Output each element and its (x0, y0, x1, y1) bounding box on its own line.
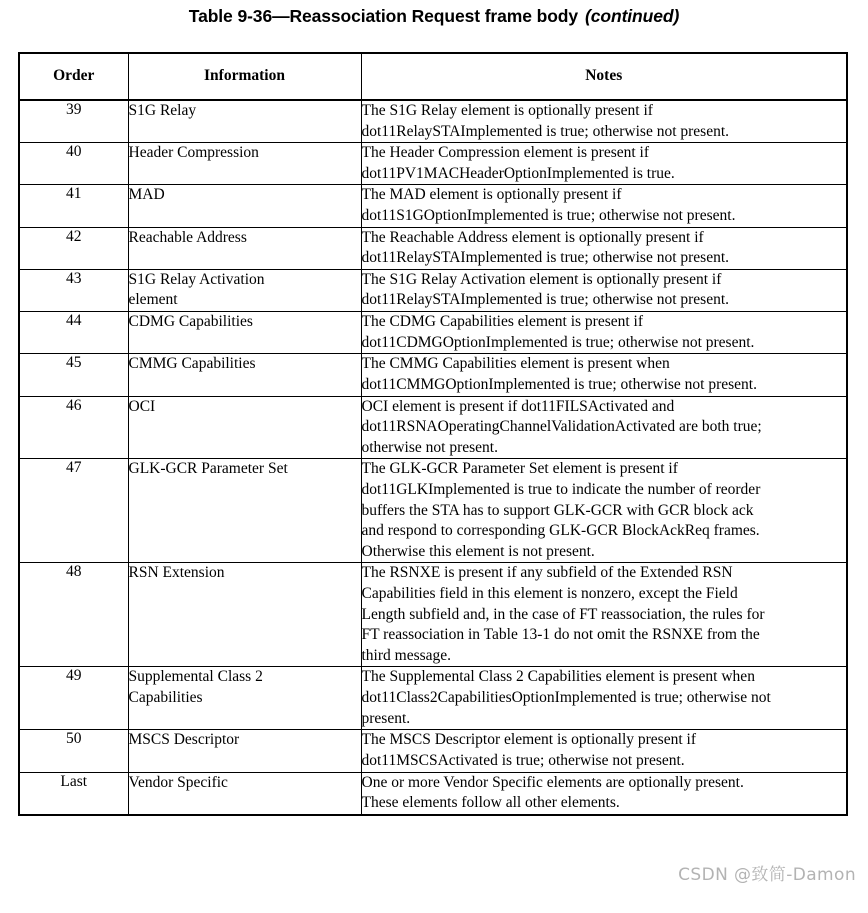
table-body (19, 100, 847, 815)
cell-order: 42 (19, 227, 128, 269)
note-line: dot11RelaySTAImplemented is true; otherwise not present. (361, 291, 730, 309)
note-line: dot11Class2CapabilitiesOptionImplemented is true; otherwise not (361, 689, 771, 707)
reassociation-request-frame-body-table (18, 52, 848, 816)
note-line: dot11CDMGOptionImplemented is true; otherwise not present. (361, 333, 755, 351)
cell-information (128, 563, 361, 667)
note-line: The S1G Relay element is optionally present if (361, 102, 653, 119)
cell-information (128, 185, 361, 227)
note-line: The Header Compression element is present if (361, 144, 650, 162)
information-line: OCI (128, 397, 156, 415)
cell-order: 43 (19, 269, 128, 311)
column-header-order: Order (19, 53, 128, 100)
cell-information (128, 143, 361, 185)
note-line: dot11RelaySTAImplemented is true; otherwise not present. (361, 122, 730, 140)
cell-information (128, 312, 361, 354)
note-line: otherwise not present. (361, 438, 498, 456)
information-line: CDMG Capabilities (128, 313, 253, 331)
table-row (19, 143, 847, 185)
table-row (19, 730, 847, 772)
cell-notes (361, 730, 847, 772)
information-line: Supplemental Class 2 (128, 668, 263, 686)
table-row (19, 100, 847, 143)
cell-order: 49 (19, 667, 128, 730)
cell-notes (361, 227, 847, 269)
cell-notes (361, 269, 847, 311)
note-line: buffers the STA has to support GLK-GCR with GCR block ack (361, 501, 754, 519)
cell-notes (361, 143, 847, 185)
note-line: The GLK-GCR Parameter Set element is present if (361, 460, 678, 478)
cell-information (128, 772, 361, 815)
table-caption-main: Table 9-36—Reassociation Request frame body (188, 6, 579, 26)
cell-order: 46 (19, 396, 128, 459)
cell-information (128, 100, 361, 143)
cell-notes (361, 354, 847, 396)
table-row (19, 312, 847, 354)
note-line: Otherwise this element is not present. (361, 542, 595, 560)
cell-information (128, 667, 361, 730)
note-line: One or more Vendor Specific elements are optionally present. (361, 773, 744, 791)
note-line: dot11GLKImplemented is true to indicate the number of reorder (361, 480, 761, 498)
table-row (19, 354, 847, 396)
table-row (19, 563, 847, 667)
note-line: The MSCS Descriptor element is optionally present if (361, 731, 696, 749)
cell-order: 44 (19, 312, 128, 354)
table-container (18, 52, 846, 816)
note-line: These elements follow all other elements. (361, 794, 620, 812)
cell-order: 40 (19, 143, 128, 185)
cell-notes (361, 772, 847, 815)
cell-order: Last (19, 772, 128, 815)
cell-order: 41 (19, 185, 128, 227)
note-line: The Supplemental Class 2 Capabilities element is present when (361, 668, 755, 686)
cell-order: 45 (19, 354, 128, 396)
information-line: Header Compression (128, 144, 259, 162)
information-line: element (128, 291, 178, 309)
note-line: dot11MSCSActivated is true; otherwise not present. (361, 751, 685, 769)
information-line: Capabilities (128, 689, 203, 707)
information-line: GLK-GCR Parameter Set (128, 460, 288, 478)
information-line: S1G Relay (128, 102, 197, 119)
note-line: OCI element is present if dot11FILSActivated and (361, 397, 675, 415)
note-line: present. (361, 709, 411, 727)
information-line: CMMG Capabilities (128, 355, 256, 373)
cell-notes (361, 563, 847, 667)
information-line: S1G Relay Activation (128, 270, 265, 288)
column-header-information: Information (128, 53, 361, 100)
cell-information (128, 730, 361, 772)
note-line: third message. (361, 646, 452, 664)
cell-order: 47 (19, 459, 128, 563)
note-line: FT reassociation in Table 13-1 do not omit the RSNXE from the (361, 626, 760, 644)
cell-notes (361, 100, 847, 143)
table-header (19, 53, 847, 100)
cell-information (128, 459, 361, 563)
information-line: MAD (128, 186, 165, 204)
cell-notes (361, 667, 847, 730)
table-row (19, 185, 847, 227)
table-caption-continued: (continued) (585, 6, 680, 26)
note-line: and respond to corresponding GLK-GCR BlockAckReq frames. (361, 522, 760, 540)
cell-information (128, 269, 361, 311)
cell-notes (361, 312, 847, 354)
note-line: The RSNXE is present if any subfield of the Extended RSN (361, 564, 733, 582)
note-line: The Reachable Address element is optionally present if (361, 228, 704, 246)
note-line: Capabilities field in this element is nonzero, except the Field (361, 585, 738, 603)
note-line: The CMMG Capabilities element is present when (361, 355, 670, 373)
table-row (19, 269, 847, 311)
cell-order: 48 (19, 563, 128, 667)
information-line: Reachable Address (128, 228, 247, 246)
note-line: The S1G Relay Activation element is optionally present if (361, 270, 722, 288)
note-line: Length subfield and, in the case of FT reassociation, the rules for (361, 605, 765, 623)
table-row (19, 459, 847, 563)
note-line: dot11RSNAOperatingChannelValidationActivated are both true; (361, 418, 762, 436)
table-row (19, 227, 847, 269)
note-line: dot11RelaySTAImplemented is true; otherwise not present. (361, 249, 730, 267)
information-line: Vendor Specific (128, 773, 228, 791)
cell-information (128, 354, 361, 396)
column-header-notes: Notes (361, 53, 847, 100)
note-line: The CDMG Capabilities element is present if (361, 313, 644, 331)
cell-notes (361, 396, 847, 459)
information-line: RSN Extension (128, 564, 225, 582)
note-line: dot11CMMGOptionImplemented is true; otherwise not present. (361, 375, 757, 393)
csdn-watermark: CSDN @致简-Damon (678, 865, 856, 885)
note-line: dot11S1GOptionImplemented is true; otherwise not present. (361, 207, 736, 225)
cell-notes (361, 459, 847, 563)
table-caption (0, 6, 868, 27)
table-row (19, 667, 847, 730)
cell-order: 39 (19, 100, 128, 143)
cell-notes (361, 185, 847, 227)
table-header-row (19, 53, 847, 100)
cell-information (128, 396, 361, 459)
table-row (19, 396, 847, 459)
note-line: dot11PV1MACHeaderOptionImplemented is true. (361, 164, 675, 182)
information-line: MSCS Descriptor (128, 731, 240, 749)
cell-order: 50 (19, 730, 128, 772)
note-line: The MAD element is optionally present if (361, 186, 622, 204)
table-row (19, 772, 847, 815)
cell-information (128, 227, 361, 269)
